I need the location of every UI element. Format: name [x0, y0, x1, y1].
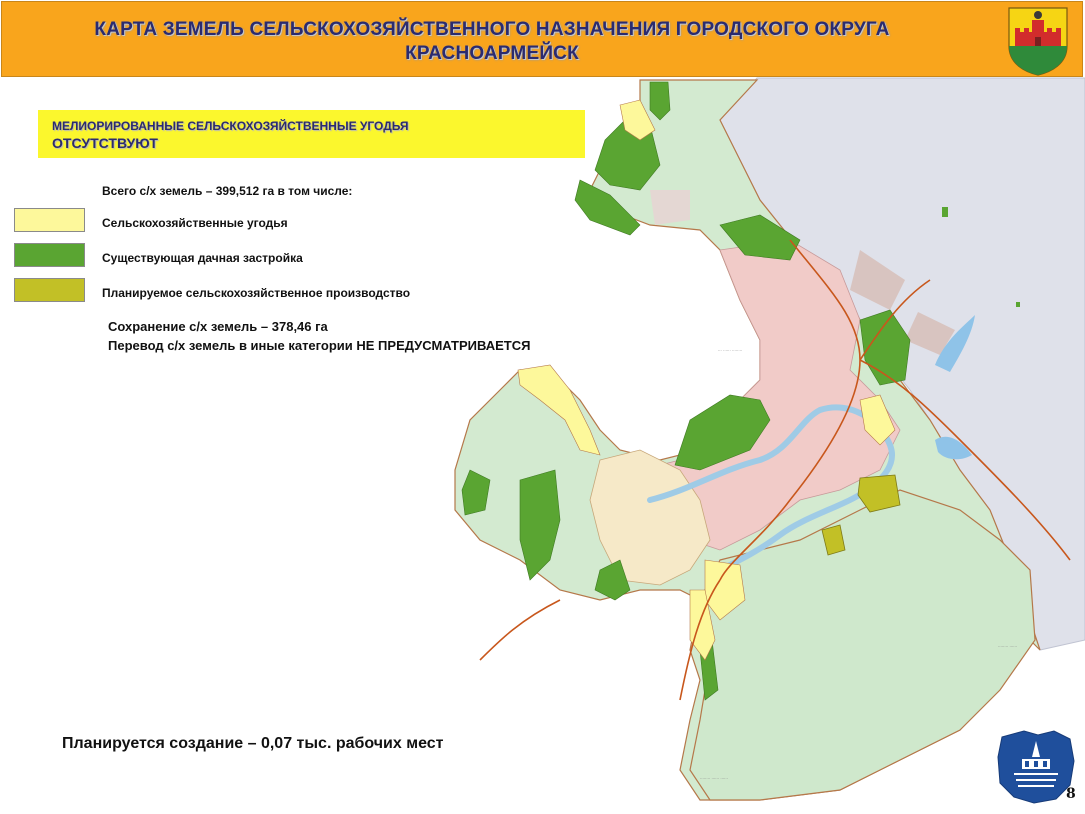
dacha-plot-2 [1016, 302, 1020, 307]
map-label: ··· ······ ········ [718, 348, 743, 353]
stat-transfer: Перевод с/х земель в иные категории НЕ ПРЕДУСМАТРИВАЕТСЯ [108, 338, 531, 353]
page-number: 8 [1066, 786, 1076, 802]
legend-label-agri-land: Сельскохозяйственные угодья [102, 216, 288, 230]
map-label-2: ········ ······ [998, 644, 1018, 649]
jobs-statement: Планируется создание – 0,07 тыс. рабочих мест [62, 735, 444, 752]
header-bar [1, 1, 1083, 77]
legend-total: Всего с/х земель – 399,512 га в том числе: [102, 184, 353, 198]
map-label-3: ········ ······ ······ [700, 776, 728, 781]
industrial-area-3 [650, 190, 690, 225]
legend-label-planned-agri: Планируемое сельскохозяйственное производство [102, 286, 411, 300]
legend-swatch-dacha [14, 243, 85, 267]
melioration-notice [38, 110, 585, 158]
title-line-1: КАРТА ЗЕМЕЛЬ СЕЛЬСКОХОЗЯЙСТВЕННОГО НАЗНАЧЕНИЯ ГОРОДСКОГО ОКРУГА [94, 19, 890, 40]
dacha-plot [942, 207, 948, 217]
legend-swatch-agri-land [14, 208, 85, 232]
notice-line-2: ОТСУТСТВУЮТ [52, 135, 158, 151]
legend-label-dacha: Существующая дачная застройка [102, 251, 303, 265]
stat-preserve: Сохранение с/х земель – 378,46 га [108, 319, 328, 334]
title-line-2: КРАСНОАРМЕЙСК [405, 43, 579, 64]
page-title [42, 18, 942, 66]
coat-of-arms-icon [1005, 6, 1071, 76]
legend-swatch-planned-agri [14, 278, 85, 302]
notice-line-1: МЕЛИОРИРОВАННЫЕ СЕЛЬСКОХОЗЯЙСТВЕННЫЕ УГОДЬЯ [52, 119, 409, 133]
